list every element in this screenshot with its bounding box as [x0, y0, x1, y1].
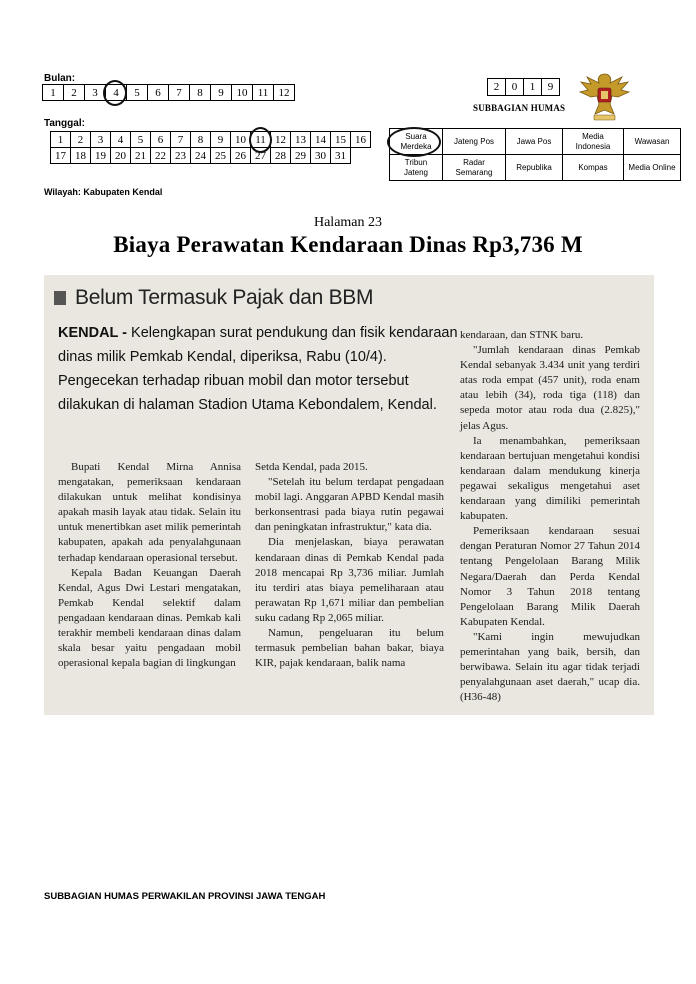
cell-radar-semarang: Radar Semarang	[443, 155, 506, 181]
cell-5: 5	[127, 85, 148, 101]
cell-2: 2	[71, 132, 91, 148]
cell-14: 14	[311, 132, 331, 148]
cell-21: 21	[131, 148, 151, 164]
cell-jawa-pos: Jawa Pos	[506, 129, 563, 155]
article-paragraph: "Kami ingin mewujudkan pemerintahan yang baik, bersih, dan berwibawa. Selain itu agar tidak terjadi penyalahgunaan aset daerah," ucap dia. (H36-48)	[460, 630, 640, 704]
article-paragraph: Namun, pengeluaran itu belum termasuk pembelian bahan bakar, biaya KIR, pajak kendaraan, balik nama	[255, 627, 444, 670]
cell-10: 10	[231, 132, 251, 148]
article-paragraph: "Setelah itu belum terdapat pengadaan mobil lagi. Anggaran APBD Kendal masih berkonsentrasi pada biaya rutin pegawai dan peningkatan infrastruktur," kata dia.	[255, 476, 444, 534]
cell-text: Suara Merdeka	[400, 131, 432, 151]
tanggal-label: Tanggal:	[44, 118, 85, 129]
cell-11	[251, 132, 271, 148]
cell-16: 16	[351, 132, 371, 148]
cell-suara-merdeka	[390, 129, 443, 155]
cell-30: 30	[311, 148, 331, 164]
year-grid	[487, 78, 560, 96]
cell-18: 18	[71, 148, 91, 164]
cell-text: 4	[113, 86, 119, 99]
article-title-text: Belum Termasuk Pajak dan BBM	[75, 286, 374, 309]
cell-2: 2	[64, 85, 85, 101]
garuda-emblem-icon	[577, 70, 632, 122]
article-paragraph: Setda Kendal, pada 2015.	[255, 461, 368, 473]
subbagian-humas-label: SUBBAGIAN HUMAS	[473, 103, 566, 113]
article-column-1	[58, 460, 241, 671]
article-title	[54, 286, 373, 310]
cell-text: 11	[255, 133, 266, 146]
cell-8: 8	[191, 132, 211, 148]
cell-2: 2	[488, 79, 506, 96]
cell-20: 20	[111, 148, 131, 164]
cell-31: 31	[331, 148, 351, 164]
cell-4: 4	[111, 132, 131, 148]
article-paragraph: kendaraan, dan STNK baru.	[460, 329, 584, 341]
lead-text: Kelengkapan surat pendukung dan fisik kendaraan dinas milik Pemkab Kendal, diperiksa, Rabu (10/4). Pengecekan terhadap ribuan mobil dan motor tersebut dilakukan di halaman Stadion Utama Kebondalem, Kendal.	[58, 325, 458, 413]
cell-0: 0	[506, 79, 524, 96]
article-paragraph: Ia menambahkan, pemeriksaan kendaraan bertujuan mengetahui kondisi kendaraan dalam mendukung kinerja pegawai sekaligus mengetahui aset kendaraan yang dimiliki pemerintah kabupaten.	[460, 434, 640, 523]
cell-13: 13	[291, 132, 311, 148]
cell-26: 26	[231, 148, 251, 164]
article-lead	[58, 321, 460, 417]
cell-22: 22	[151, 148, 171, 164]
article-paragraph: Kepala Badan Keuangan Daerah Kendal, Agus Dwi Lestari mengatakan, Pemkab Kendal selektif dalam pengadaan kendaraan dinas. Pemkab kali terakhir membeli kendaraan dinas dalam skala besar yaitu pengadaan mobil operasional kepala bagian di lingkungan	[58, 566, 241, 670]
article-column-2	[255, 460, 444, 671]
article-paragraph: Bupati Kendal Mirna Annisa mengatakan, pemeriksaan kendaraan dilakukan untuk melihat kondisinya apakah masih layak atau tidak. Selain itu untuk menertibkan aset milik pemerintah kabupaten, apakah ada penyalahgunaan terhadap kendaraan operasional tersebut.	[58, 461, 241, 564]
article-column-3	[460, 328, 640, 705]
cell-jateng-pos: Jateng Pos	[443, 129, 506, 155]
cell-12: 12	[271, 132, 291, 148]
news-clipping	[44, 275, 654, 715]
cell-9: 9	[211, 85, 232, 101]
article-paragraph: "Jumlah kendaraan dinas Pemkab Kendal sebanyak 3.434 unit yang terdiri atas roda empat (457 unit), roda enam atau lebih (34), roda tiga (118) dan sepeda motor atau roda dua (2.825)," jelas Agus.	[460, 344, 640, 432]
media-grid	[389, 128, 681, 181]
cell-28: 28	[271, 148, 291, 164]
cell-8: 8	[190, 85, 211, 101]
cell-media-indonesia: Media Indonesia	[563, 129, 624, 155]
month-grid	[42, 84, 295, 101]
cell-1: 1	[43, 85, 64, 101]
cell-27: 27	[251, 148, 271, 164]
cell-kompas: Kompas	[563, 155, 624, 181]
cell-12: 12	[274, 85, 295, 101]
bulan-label: Bulan:	[44, 73, 76, 84]
cell-1: 1	[524, 79, 542, 96]
cell-6: 6	[151, 132, 171, 148]
cell-media-online: Media Online	[624, 155, 681, 181]
cell-6: 6	[148, 85, 169, 101]
cell-25: 25	[211, 148, 231, 164]
headline: Biaya Perawatan Kendaraan Dinas Rp3,736 M	[113, 232, 583, 257]
wilayah-label: Wilayah: Kabupaten Kendal	[44, 187, 163, 197]
article-paragraph: Dia menjelaskan, biaya perawatan kendaraan dinas di Pemkab Kendal pada 2018 mencapai Rp 3,736 miliar. Jumlah itu terdiri atas biaya pemeliharaan atau perawatan Rp 1,671 miliar dan pembelian suku cadang Rp 2,065 miliar.	[255, 536, 444, 624]
page-number: Halaman 23	[313, 215, 383, 230]
cell-10: 10	[232, 85, 253, 101]
cell-24: 24	[191, 148, 211, 164]
cell-19: 19	[91, 148, 111, 164]
cell-5: 5	[131, 132, 151, 148]
cell-29: 29	[291, 148, 311, 164]
cell-3: 3	[91, 132, 111, 148]
cell-7: 7	[171, 132, 191, 148]
footer-text: SUBBAGIAN HUMAS PERWAKILAN PROVINSI JAWA TENGAH	[44, 891, 326, 902]
cell-wawasan: Wawasan	[624, 129, 681, 155]
cell-23: 23	[171, 148, 191, 164]
cell-republika: Republika	[506, 155, 563, 181]
lead-dateline: KENDAL -	[58, 325, 128, 341]
cell-9: 9	[542, 79, 560, 96]
cell-4	[106, 85, 127, 101]
cell-1: 1	[51, 132, 71, 148]
cell-7: 7	[169, 85, 190, 101]
cell-9: 9	[211, 132, 231, 148]
article-paragraph: Pemeriksaan kendaraan sesuai dengan Peraturan Nomor 27 Tahun 2014 tentang Pengelolaan Barang Milik Negara/Daerah dan Perda Kendal Nomor 3 Tahun 2018 tentang Pengelolaan Barang Milik Daerah Kabupaten Kendal.	[460, 525, 640, 628]
date-grid	[50, 131, 371, 164]
cell-3: 3	[85, 85, 106, 101]
cell-15: 15	[331, 132, 351, 148]
title-square-icon	[54, 291, 66, 305]
cell-17: 17	[51, 148, 71, 164]
cell-tribun-jateng: Tribun Jateng	[390, 155, 443, 181]
cell-11: 11	[253, 85, 274, 101]
